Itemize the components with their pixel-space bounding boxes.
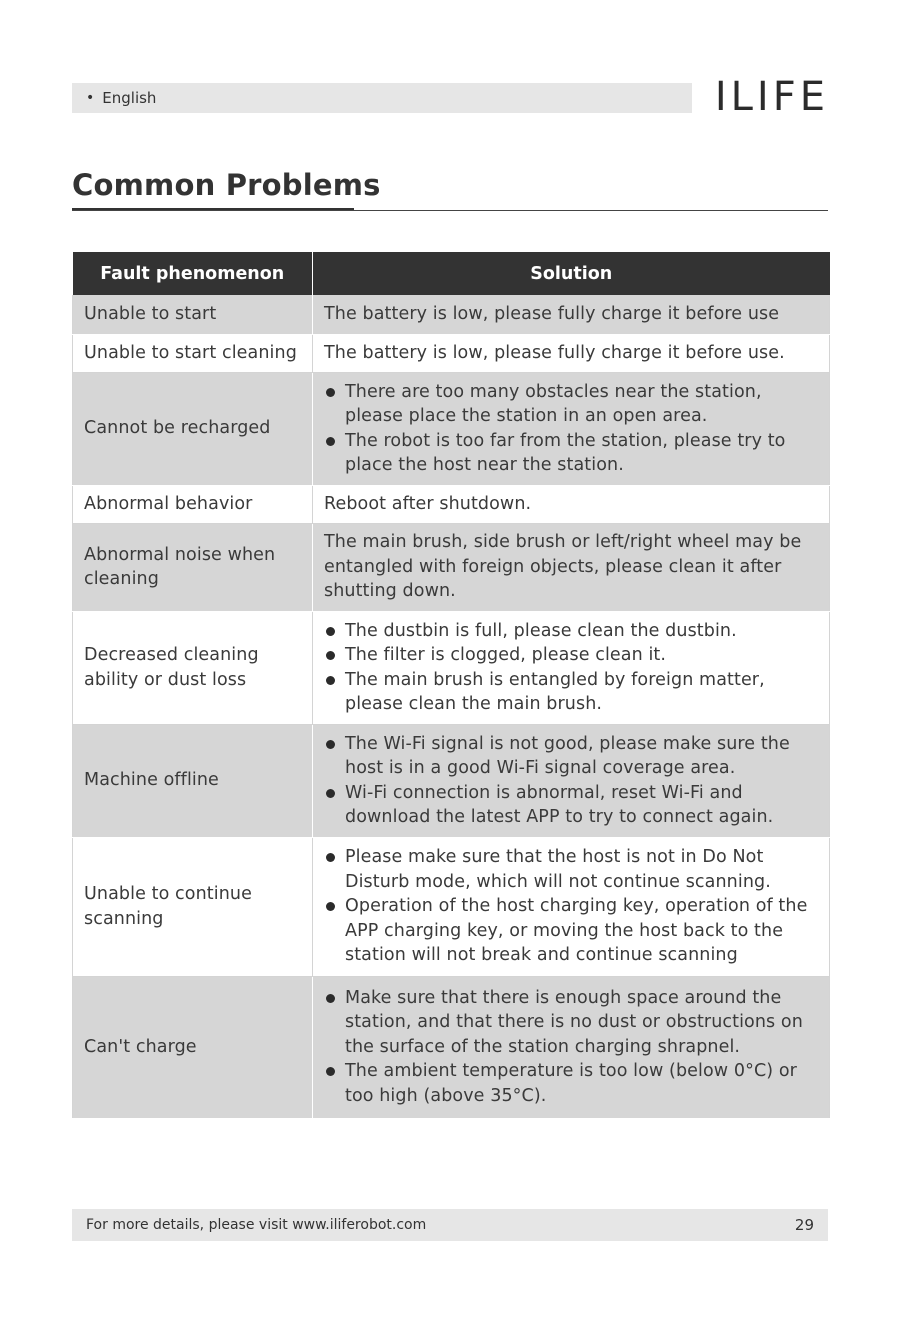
page-number: 29 xyxy=(794,1216,814,1234)
solution-cell: The battery is low, please fully charge it before use xyxy=(313,295,830,334)
title-divider xyxy=(72,210,828,211)
list-item: The robot is too far from the station, please try to place the host near the station. xyxy=(324,429,823,478)
header-solution: Solution xyxy=(313,252,830,295)
fault-cell: Abnormal noise when cleaning xyxy=(73,523,313,611)
solution-cell xyxy=(313,724,830,837)
language-label: English xyxy=(102,89,157,107)
table-row xyxy=(73,611,830,724)
solution-cell xyxy=(313,372,830,485)
solution-cell xyxy=(313,976,830,1118)
fault-cell: Machine offline xyxy=(73,724,313,837)
bullet-icon: • xyxy=(86,90,95,106)
solution-list xyxy=(324,986,823,1109)
solution-list xyxy=(324,845,823,968)
problems-table xyxy=(72,252,830,1119)
fault-cell: Abnormal behavior xyxy=(73,485,313,523)
list-item: Please make sure that the host is not in Do Not Disturb mode, which will not continue scanning. xyxy=(324,845,823,894)
table-row xyxy=(73,295,830,334)
header-fault: Fault phenomenon xyxy=(73,252,313,295)
fault-cell: Can't charge xyxy=(73,976,313,1118)
list-item: The Wi-Fi signal is not good, please make sure the host is in a good Wi-Fi signal coverage area. xyxy=(324,732,823,781)
language-bar xyxy=(72,83,692,113)
table-row xyxy=(73,523,830,611)
solution-cell xyxy=(313,611,830,724)
list-item: The ambient temperature is too low (below 0°C) or too high (above 35°C). xyxy=(324,1059,823,1108)
fault-cell: Cannot be recharged xyxy=(73,372,313,485)
table-row xyxy=(73,485,830,523)
fault-cell: Decreased cleaning ability or dust loss xyxy=(73,611,313,724)
table-header-row xyxy=(73,252,830,295)
solution-cell: Reboot after shutdown. xyxy=(313,485,830,523)
list-item: Operation of the host charging key, operation of the APP charging key, or moving the host back to the station will not break and continue scanning xyxy=(324,894,823,968)
solution-cell: The main brush, side brush or left/right wheel may be entangled with foreign objects, please clean it after shutting down. xyxy=(313,523,830,611)
brand-logo: ILIFE xyxy=(714,74,829,120)
solution-list xyxy=(324,619,823,717)
solution-cell xyxy=(313,837,830,976)
fault-cell: Unable to start xyxy=(73,295,313,334)
list-item: Make sure that there is enough space around the station, and that there is no dust or obstructions on the surface of the station charging shrapnel. xyxy=(324,986,823,1060)
table-row xyxy=(73,724,830,837)
table-row xyxy=(73,976,830,1118)
list-item: There are too many obstacles near the station, please place the station in an open area. xyxy=(324,380,823,429)
footer-text: For more details, please visit www.iliferobot.com xyxy=(86,1217,427,1233)
footer-bar xyxy=(72,1209,828,1241)
table-row xyxy=(73,334,830,372)
table-row xyxy=(73,372,830,485)
list-item: The main brush is entangled by foreign matter, please clean the main brush. xyxy=(324,668,823,717)
list-item: The filter is clogged, please clean it. xyxy=(324,643,823,668)
table-row xyxy=(73,837,830,976)
solution-list xyxy=(324,732,823,830)
list-item: The dustbin is full, please clean the dustbin. xyxy=(324,619,823,644)
fault-cell: Unable to start cleaning xyxy=(73,334,313,372)
page-title: Common Problems xyxy=(72,168,381,202)
list-item: Wi-Fi connection is abnormal, reset Wi-Fi and download the latest APP to try to connect again. xyxy=(324,781,823,830)
fault-cell: Unable to continue scanning xyxy=(73,837,313,976)
solution-list xyxy=(324,380,823,478)
solution-cell: The battery is low, please fully charge it before use. xyxy=(313,334,830,372)
